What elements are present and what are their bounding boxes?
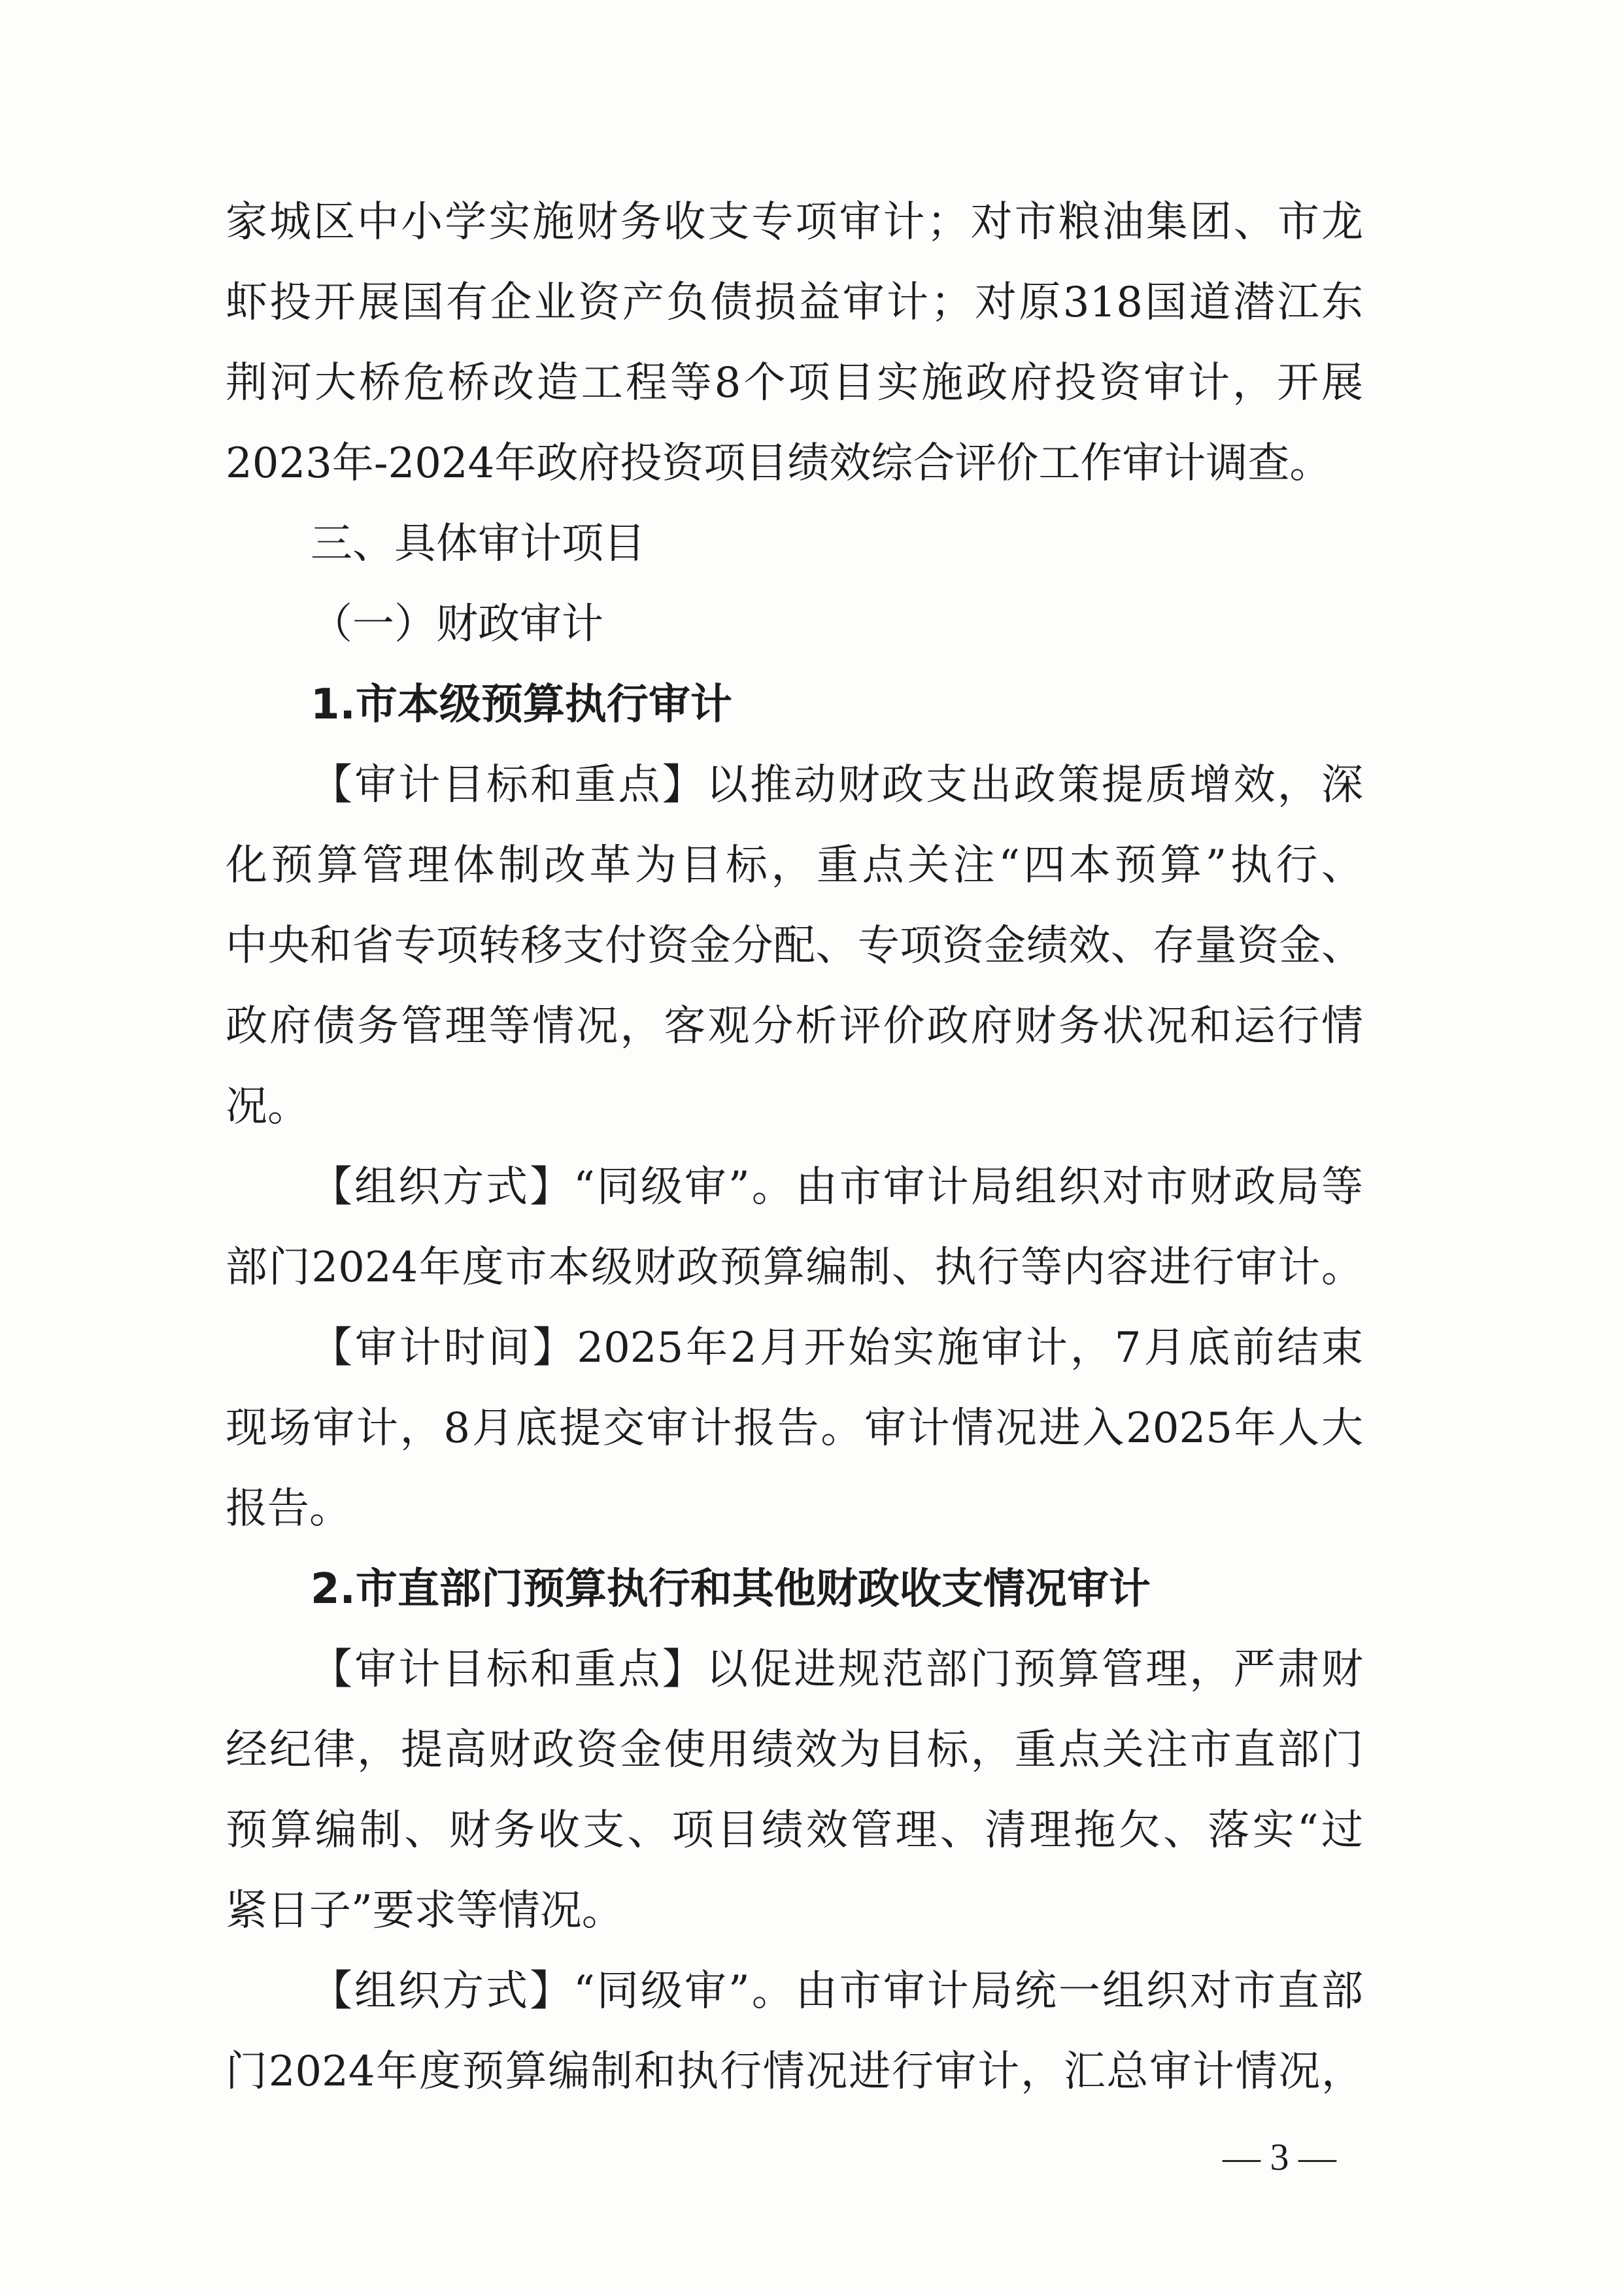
paragraph-line: 家城区中小学实施财务收支专项审计；对市粮油集团、市龙 <box>226 198 1363 246</box>
paragraph-line: 2023年-2024年政府投资项目绩效综合评价工作审计调查。 <box>226 439 1332 488</box>
page-number: — 3 — <box>1223 2136 1336 2178</box>
paragraph-line: 【审计目标和重点】以推动财政支出政策提质增效，深 <box>311 761 1363 809</box>
paragraph-line: 【组织方式】“同级审”。由市审计局组织对市财政局等 <box>311 1163 1363 1211</box>
paragraph-line: 化预算管理体制改革为目标，重点关注“四本预算”执行、 <box>226 841 1363 890</box>
subsection-heading: （一）财政审计 <box>311 600 603 649</box>
paragraph-line: 虾投开展国有企业资产负债损益审计；对原318国道潜江东 <box>226 278 1363 327</box>
item-heading: 2.市直部门预算执行和其他财政收支情况审计 <box>311 1565 1151 1613</box>
paragraph-line: 紧日子”要求等情况。 <box>226 1887 624 1935</box>
paragraph-line: 【组织方式】“同级审”。由市审计局统一组织对市直部 <box>311 1967 1363 2016</box>
paragraph-line: 况。 <box>226 1083 309 1131</box>
section-heading: 三、具体审计项目 <box>311 520 645 568</box>
paragraph-line: 门2024年度预算编制和执行情况进行审计，汇总审计情况， <box>226 2048 1363 2096</box>
paragraph-line: 【审计时间】2025年2月开始实施审计，7月底前结束 <box>311 1324 1363 1372</box>
paragraph-line: 报告。 <box>226 1485 351 1533</box>
paragraph-line: 部门2024年度市本级财政预算编制、执行等内容进行审计。 <box>226 1243 1363 1292</box>
paragraph-line: 经纪律，提高财政资金使用绩效为目标，重点关注市直部门 <box>226 1726 1363 1774</box>
paragraph-line: 荆河大桥危桥改造工程等8个项目实施政府投资审计，开展 <box>226 359 1363 407</box>
paragraph-line: 现场审计，8月底提交审计报告。审计情况进入2025年人大 <box>226 1404 1363 1453</box>
item-heading: 1.市本级预算执行审计 <box>311 681 732 729</box>
paragraph-line: 中央和省专项转移支付资金分配、专项资金绩效、存量资金、 <box>226 922 1363 970</box>
paragraph-line: 预算编制、财务收支、项目绩效管理、清理拖欠、落实“过 <box>226 1806 1363 1855</box>
paragraph-line: 【审计目标和重点】以促进规范部门预算管理，严肃财 <box>311 1645 1363 1694</box>
paragraph-line: 政府债务管理等情况，客观分析评价政府财务状况和运行情 <box>226 1002 1363 1051</box>
